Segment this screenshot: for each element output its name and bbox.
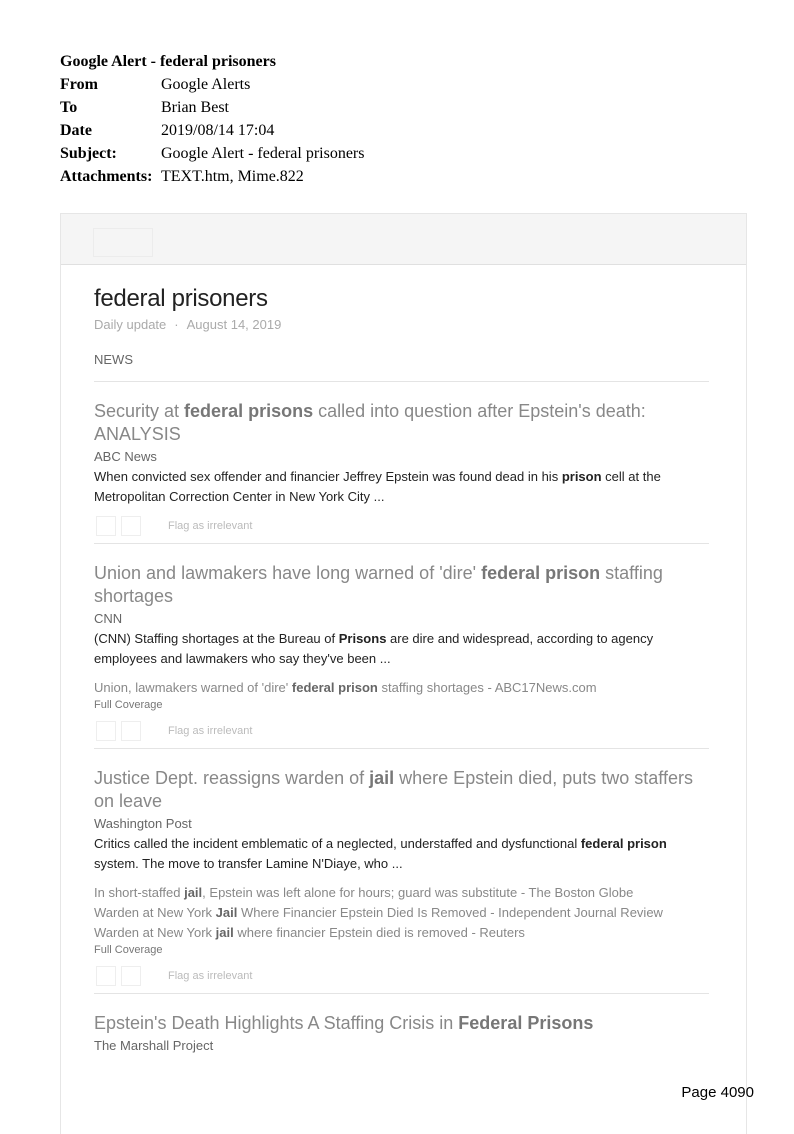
to-value: Brian Best	[161, 99, 229, 116]
alert-card	[60, 213, 747, 1134]
related-articles	[94, 883, 709, 943]
text-segment: Critics called the incident emblematic of a neglected, understaffed and dysfunctional	[94, 836, 581, 851]
email-header	[60, 50, 364, 188]
alert-date: August 14, 2019	[186, 317, 282, 332]
subject-value: Google Alert - federal prisoners	[161, 145, 365, 162]
from-value: Google Alerts	[161, 76, 251, 93]
text-segment: Security at	[94, 401, 185, 421]
article-title-link[interactable]	[94, 562, 709, 608]
text-segment: Where Financier Epstein Died Is Removed - Independent Journal Review	[237, 905, 663, 920]
attachments-value: TEXT.htm, Mime.822	[161, 168, 304, 185]
text-segment: staffing shortages	[94, 563, 663, 606]
to-row	[60, 96, 364, 119]
field-label: To	[60, 99, 78, 116]
keyword-highlight: federal prison	[580, 836, 667, 851]
text-segment: cell at the Metropolitan Correction Center in New York City ...	[94, 469, 661, 504]
keyword-highlight: federal prison	[291, 680, 378, 695]
field-label: Subject:	[60, 145, 117, 162]
article-item	[94, 749, 709, 994]
text-segment: are dire and widespread, according to agency employees and lawmakers who say they've been ...	[94, 631, 654, 666]
thumbs-down-icon[interactable]	[121, 966, 141, 986]
related-article-link[interactable]	[94, 923, 709, 943]
article-source: Washington Post	[94, 816, 192, 831]
flag-as-irrelevant-link[interactable]: Flag as irrelevant	[168, 520, 253, 532]
feedback-row	[94, 965, 709, 987]
flag-as-irrelevant-link[interactable]: Flag as irrelevant	[168, 970, 253, 982]
thumbs-up-icon[interactable]	[96, 721, 116, 741]
article-item	[94, 544, 709, 749]
keyword-highlight: jail	[184, 885, 203, 900]
flag-as-irrelevant-link[interactable]: Flag as irrelevant	[168, 725, 253, 737]
feedback-row	[94, 720, 709, 742]
text-segment: Warden at New York	[94, 925, 216, 940]
text-segment: , Epstein was left alone for hours; guard was substitute - The Boston Globe	[202, 885, 634, 900]
field-label: From	[60, 76, 98, 93]
article-snippet	[94, 629, 709, 669]
card-header	[61, 214, 746, 265]
article-source: ABC News	[94, 449, 157, 464]
section-label: NEWS	[94, 352, 133, 367]
keyword-highlight: Federal Prisons	[458, 1013, 594, 1033]
thumbs-down-icon[interactable]	[121, 516, 141, 536]
text-segment: where financier Epstein died is removed - Reuters	[233, 925, 525, 940]
thumbs-up-icon[interactable]	[96, 966, 116, 986]
from-row	[60, 73, 364, 96]
article-snippet	[94, 834, 709, 874]
separator: ·	[174, 317, 179, 332]
text-segment: When convicted sex offender and financier Jeffrey Epstein was found dead in his	[94, 469, 562, 484]
text-segment: In short-staffed	[94, 885, 185, 900]
field-label: Attachments:	[60, 168, 153, 185]
feedback-row	[94, 515, 709, 537]
related-article-link[interactable]	[94, 678, 709, 698]
text-segment: Warden at New York	[94, 905, 216, 920]
article-title-link[interactable]	[94, 1012, 709, 1035]
article-title-link[interactable]	[94, 400, 709, 446]
text-segment: (CNN) Staffing shortages at the Bureau of	[94, 631, 339, 646]
article-source: CNN	[94, 611, 123, 626]
keyword-highlight: jail	[215, 925, 234, 940]
full-coverage-link[interactable]: Full Coverage	[94, 699, 163, 711]
email-subject-heading: Google Alert - federal prisoners	[60, 53, 276, 70]
article-title-link[interactable]	[94, 767, 709, 813]
date-value: 2019/08/14 17:04	[161, 122, 275, 139]
text-segment: Union, lawmakers warned of 'dire'	[94, 680, 292, 695]
related-articles	[94, 678, 709, 698]
full-coverage-link[interactable]: Full Coverage	[94, 944, 163, 956]
alert-meta	[94, 317, 709, 332]
field-label: Date	[60, 122, 92, 139]
date-row	[60, 119, 364, 142]
keyword-highlight: federal prisons	[184, 401, 314, 421]
keyword-highlight: prison	[561, 469, 602, 484]
related-article-link[interactable]	[94, 903, 709, 923]
article-item	[94, 994, 709, 1055]
text-segment: Epstein's Death Highlights A Staffing Crisis in	[94, 1013, 459, 1033]
subject-row	[60, 142, 364, 165]
text-segment: called into question after Epstein's death: ANALYSIS	[94, 401, 646, 444]
article-list	[94, 382, 709, 1055]
thumbs-down-icon[interactable]	[121, 721, 141, 741]
keyword-highlight: Prisons	[338, 631, 387, 646]
text-segment: system. The move to transfer Lamine N'Diaye, who ...	[94, 856, 403, 871]
text-segment: staffing shortages - ABC17News.com	[377, 680, 597, 695]
article-item	[94, 382, 709, 544]
thumbs-up-icon[interactable]	[96, 516, 116, 536]
article-snippet	[94, 467, 709, 507]
google-logo-placeholder	[93, 228, 153, 257]
keyword-highlight: jail	[369, 768, 395, 788]
alert-title: federal prisoners	[94, 285, 268, 312]
related-article-link[interactable]	[94, 883, 709, 903]
keyword-highlight: Jail	[215, 905, 238, 920]
keyword-highlight: federal prison	[481, 563, 601, 583]
text-segment: where Epstein died, puts two staffers on leave	[94, 768, 693, 811]
attachments-row	[60, 165, 364, 188]
text-segment: Justice Dept. reassigns warden of	[94, 768, 370, 788]
frequency: Daily update	[94, 317, 167, 332]
article-source: The Marshall Project	[94, 1038, 214, 1053]
page-number: Page 4090	[681, 1084, 754, 1101]
text-segment: Union and lawmakers have long warned of 'dire'	[94, 563, 482, 583]
